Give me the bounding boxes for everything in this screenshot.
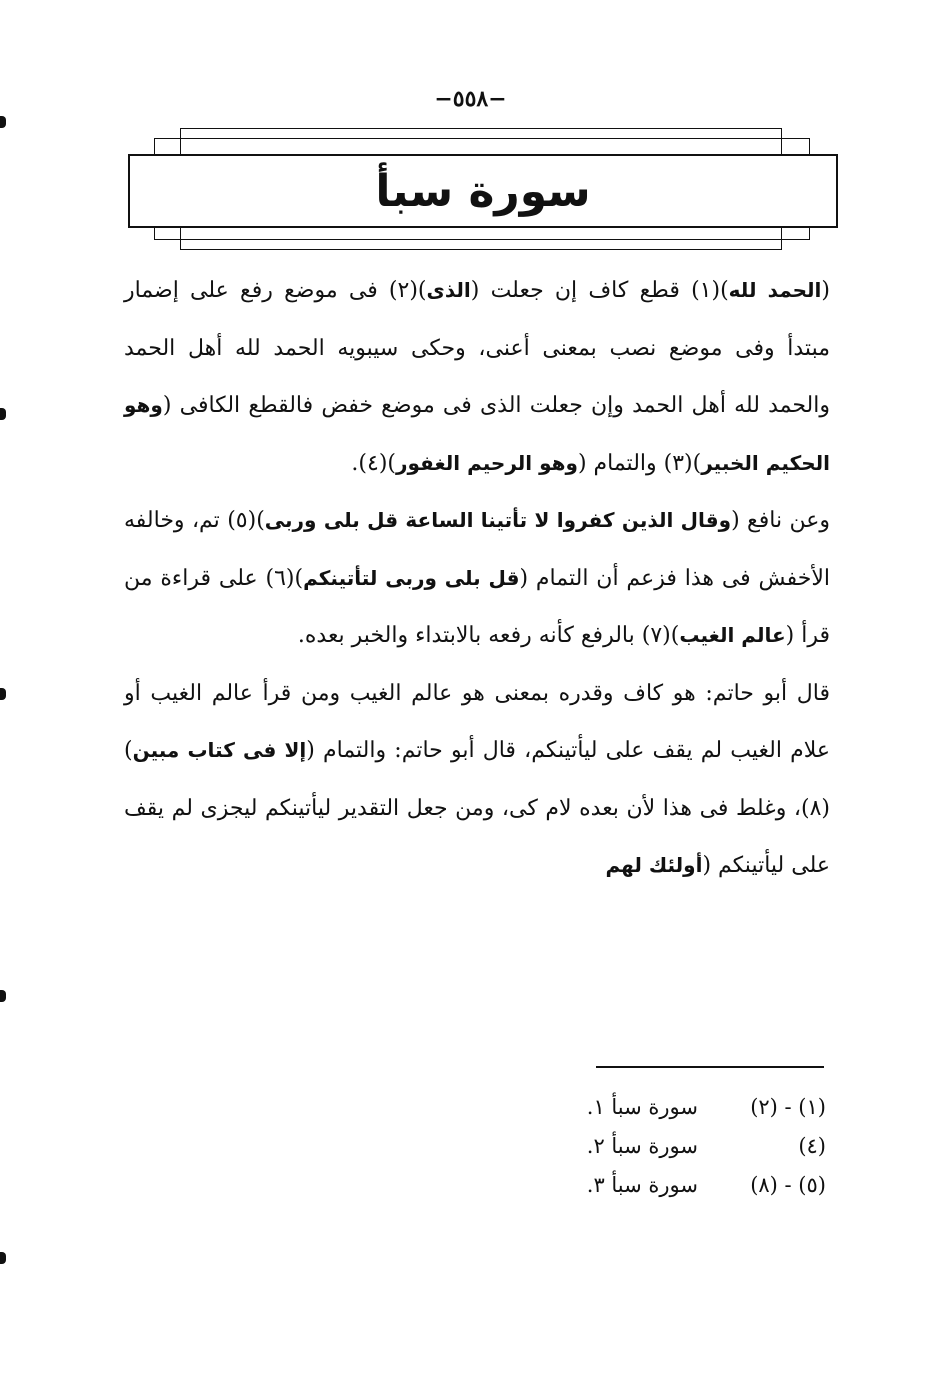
quranic-citation: عالم الغيب (679, 623, 786, 647)
title-box (128, 154, 838, 228)
text-run: )(٧) بالرفع كأنه رفعه بالابتداء والخبر بعده. (297, 623, 680, 648)
binding-mark (0, 688, 6, 700)
footnotes (520, 1088, 826, 1205)
text-run: وعن نافع ( (731, 508, 830, 533)
quranic-citation: وهو الحكيم الخبير (124, 393, 830, 475)
footnote-ref: (٥) - (٨) (750, 1173, 826, 1197)
surah-title: سورة سبأ (375, 165, 591, 217)
quranic-citation: الذى (426, 278, 471, 302)
text-run: )(٢) فى موضع رفع على إضمار مبتدأ وفى موضع نصب بمعنى أعنى، وحكى سيبويه الحمد لله أهل الحمد والحمد لله أهل الحمد وإن جعلت الذى فى موضع خفض فالقطع الكافى ( (124, 278, 830, 418)
text-run: )(٥) تم، وخالفه الأخفش فى هذا فزعم أن التمام ( (124, 508, 830, 591)
quranic-citation: قل بلى وربى لتأتينكم (303, 565, 520, 590)
title-frame (128, 128, 838, 250)
paragraph-3 (124, 665, 830, 895)
quranic-citation: إلا فى كتاب مبين (132, 738, 307, 762)
footnote-ref: (١) - (٢) (750, 1095, 826, 1119)
text-run: ( (821, 278, 830, 303)
quranic-citation: الحمد لله (728, 278, 822, 302)
body-text (124, 262, 830, 895)
paragraph-1 (124, 262, 830, 492)
footnote-source: سورة سبأ ١. (586, 1095, 698, 1119)
binding-mark (0, 1252, 6, 1264)
footnote-line (520, 1088, 826, 1127)
footnote-line (520, 1166, 826, 1205)
page-number: −٥٥٨− (434, 86, 507, 112)
binding-mark (0, 116, 6, 128)
text-run: )(٨)، وغلط فى هذا لأن بعده لام كى، ومن جعل التقدير ليأتينكم ليجزى لم يقف على ليأتينكم ( (124, 738, 830, 878)
binding-mark (0, 990, 6, 1002)
text-run: )(٦) على قراءة من قرأ ( (124, 565, 830, 648)
text-run: )(٤). (351, 450, 396, 476)
quranic-citation: وقال الذين كفروا لا تأتينا الساعة قل بلى وربى (264, 508, 732, 532)
footnote-source: سورة سبأ ٣. (586, 1173, 698, 1197)
paragraph-2 (124, 492, 830, 665)
footnote-ref: (٤) (798, 1134, 826, 1158)
footnote-divider (596, 1066, 824, 1068)
quranic-citation: أولئك لهم (605, 853, 703, 877)
footnote-source: سورة سبأ ٢. (586, 1134, 698, 1158)
text-run: قال أبو حاتم: هو كاف وقدره بمعنى هو عالم الغيب ومن قرأ عالم الغيب أو علام الغيب لم يقف على ليأتينكم، قال أبو حاتم: والتمام ( (124, 680, 831, 763)
quranic-citation: وهو الرحيم الغفور (396, 450, 578, 475)
text-run: )(٣) والتمام ( (577, 450, 702, 476)
footnote-line (520, 1127, 826, 1166)
binding-mark (0, 408, 6, 420)
text-run: )(١) قطع كاف إن جعلت ( (470, 278, 729, 303)
